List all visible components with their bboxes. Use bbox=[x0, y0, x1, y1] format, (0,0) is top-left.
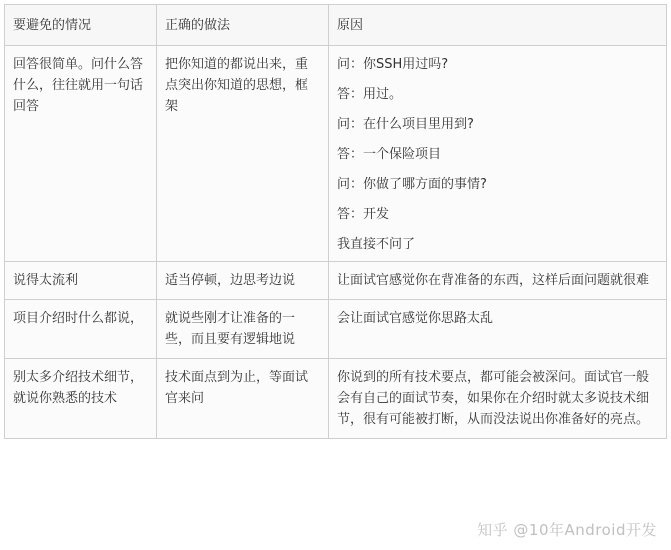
table-row bbox=[5, 300, 667, 359]
dialogue-line: 问：你做了哪方面的事情? bbox=[337, 177, 487, 192]
situation-cell: 回答很简单。问什么答什么，往往就用一句话回答 bbox=[5, 46, 157, 262]
dialogue-line: 答：开发 bbox=[337, 207, 390, 222]
reason-cell: 会让面试官感觉你思路太乱 bbox=[329, 300, 667, 359]
dialogue-line: 问：在什么项目里用到? bbox=[337, 117, 474, 132]
table-row bbox=[5, 46, 667, 262]
practice-cell: 就说些刚才让准备的一些，而且要有逻辑地说 bbox=[157, 300, 329, 359]
header-situation: 要避免的情况 bbox=[5, 5, 157, 46]
header-row bbox=[5, 5, 667, 46]
situation-cell: 别太多介绍技术细节，就说你熟悉的技术 bbox=[5, 359, 157, 439]
header-practice: 正确的做法 bbox=[157, 5, 329, 46]
dialogue-line: 答：一个保险项目 bbox=[337, 147, 442, 162]
reason-cell: 你说到的所有技术要点，都可能会被深问。面试官一般会有自己的面试节奏，如果你在介绍时就太多说技术细节，很有可能被打断，从而没法说出你准备好的亮点。 bbox=[329, 359, 667, 439]
watermark: 知乎 @10年Android开发 bbox=[477, 521, 657, 539]
reason-cell: 让面试官感觉你在背准备的东西，这样后面问题就很难 bbox=[329, 262, 667, 300]
table-row bbox=[5, 262, 667, 300]
situation-cell: 说得太流利 bbox=[5, 262, 157, 300]
dialogue-line: 答：用过。 bbox=[337, 87, 403, 102]
header-reason: 原因 bbox=[329, 5, 667, 46]
dialogue-line: 问：你SSH用过吗? bbox=[337, 57, 449, 72]
reason-cell bbox=[329, 46, 667, 262]
practice-cell: 把你知道的都说出来，重点突出你知道的思想，框架 bbox=[157, 46, 329, 262]
interview-tips-table bbox=[4, 4, 667, 439]
situation-cell: 项目介绍时什么都说， bbox=[5, 300, 157, 359]
practice-cell: 技术面点到为止，等面试官来问 bbox=[157, 359, 329, 439]
dialogue-line: 我直接不问了 bbox=[337, 237, 416, 252]
table-row bbox=[5, 359, 667, 439]
practice-cell: 适当停顿，边思考边说 bbox=[157, 262, 329, 300]
